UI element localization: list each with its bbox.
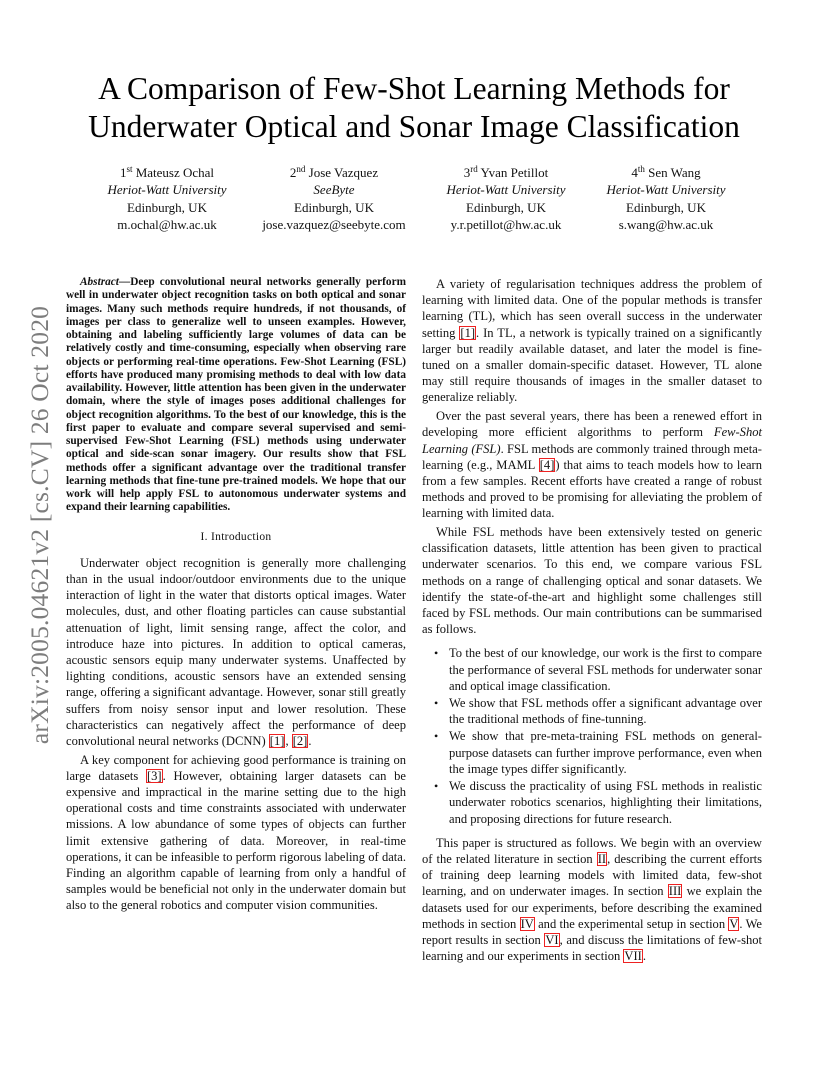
list-item: • We show that FSL methods offer a significant advantage over the traditional methods of fine-tunning. (449, 695, 762, 727)
body-paragraph-2: Over the past several years, there has been a renewed effort in developing more efficient algorithms to perform Few-Shot Learning (FSL). FSL methods are commonly trained through meta-learning (e.g., MAML [4]) that aims to teach models how to learn from a few samples. Recent efforts have created a range of robust methods and proved to be promising for alleviating the problem of learning with limited data. (422, 409, 762, 521)
body-paragraph-4: This paper is structured as follows. We begin with an overview of the related literature in section II, describing the current efforts of training deep learning models with limited data, few-shot learning, and on underwater images. In section III we explain the datasets used for our experiments, before describing the examined methods in section IV and the experimental setup in section V. We report results in section VI, and discuss the limitations of few-shot learning and our experiments in section VII. (422, 835, 763, 964)
author-block-2 (251, 164, 417, 233)
list-item: • We discuss the practicality of using FSL methods in realistic underwater robotics scenarios, highlighting their limitations, and proposing directions for future research. (449, 778, 762, 827)
contributions-list (422, 645, 762, 826)
citation-link[interactable]: [4] (539, 457, 555, 472)
citation-link[interactable]: [1] (269, 733, 285, 748)
body-paragraph-3: While FSL methods have been extensively tested on generic classification datasets, little attention has been given to practical underwater scenarios. To this end, we compare various FSL methods on a range of challenging optical and sonar datasets. We identify the state-of-the-art and highlight some challenges still faced by FSL methods. Our main contributions can be summarised as follows. (422, 525, 762, 637)
section-link-vii[interactable]: VII (624, 949, 642, 964)
author-name: 3rd Yvan Petillot (463, 164, 549, 180)
title-line-1: A Comparison of Few-Shot Learning Methods for (98, 71, 730, 106)
intro-paragraph-2: A key component for achieving good performance is training on large datasets [3]. However, obtaining larger datasets can be expensive and impractical in the marine setting due to the high operational costs and time constraints associated with underwater missions. A low abundance of some types of objects can further limit extensive gathering of data. Moreover, in real-time operations, it can be infeasible to perform rigorous labeling of data. Finding an algorithm capable of learning from only a handful of samples would be beneficial not only in the underwater domain but also to the general robotics and computer vision communities. (66, 752, 407, 913)
author-city: Edinburgh, UK (466, 199, 546, 215)
intro-paragraph-1: Underwater object recognition is generally more challenging than in the usual indoor/outdoor environments due to the unique interaction of light in the water that distorts optical images. Water molecules, dust, and other floating particles can cause substantial attenuation of light, limit sensing range, affect the color, and introduce haze into pictures. In addition to optical cameras, acoustic sensors equip many underwater systems. Unaffected by lighting conditions, acoustic sensors have an extended sensing range, offering a significant advantage. However, sonar still greatly suffers from noisy sensor input and lower resolution. These characteristics can negatively affect the performance of deep convolutional neural networks (DCNN) [1], [2]. (66, 555, 406, 748)
author-affiliation: Heriot-Watt University (446, 182, 566, 198)
author-affiliation: Heriot-Watt University (606, 182, 726, 198)
section-link-iv[interactable]: IV (520, 916, 534, 931)
author-name: 1st Mateusz Ochal (119, 164, 215, 180)
body-paragraph-1: A variety of regularisation techniques address the problem of learning with limited data. One of the popular methods is transfer learning (TL), which has seen overall success in the underwater setting [1]. In TL, a network is typically trained on a significantly larger but readily available dataset, and later the model is fine-tuned on a smaller domain-specific dataset. However, TL alone may still require thousands of images in the smaller dataset to generalize reliably. (422, 277, 762, 405)
citation-link[interactable]: [2] (292, 733, 308, 748)
author-city: Edinburgh, UK (127, 199, 207, 215)
author-name: 4th Sen Wang (631, 164, 701, 180)
author-block-3 (424, 164, 588, 233)
section-heading-introduction: I. Introduction (200, 530, 272, 543)
abstract-label: Abstract (80, 276, 119, 288)
author-block-1 (85, 164, 249, 233)
section-link-v[interactable]: V (729, 916, 739, 931)
title-line-2: Underwater Optical and Sonar Image Classification (88, 109, 740, 144)
citation-link[interactable]: [1] (460, 325, 476, 340)
paper-title (0, 70, 828, 146)
list-item: • We show that pre-meta-training FSL methods on general-purpose datasets can further improve performance, even when the image types differ significantly. (449, 728, 762, 777)
section-link-vi[interactable]: VI (545, 932, 559, 947)
list-item: • To the best of our knowledge, our work is the first to compare the performance of several FSL methods for underwater sonar and optical image classification. (449, 645, 762, 694)
author-block-4 (584, 164, 748, 233)
section-link-ii[interactable]: II (597, 851, 607, 866)
author-email: jose.vazquez@seebyte.com (262, 216, 406, 232)
author-email: y.r.petillot@hw.ac.uk (450, 216, 562, 232)
section-link-iii[interactable]: III (668, 884, 682, 899)
arxiv-identifier: arXiv:2005.04621v2 [cs.CV] 26 Oct 2020 (25, 305, 54, 745)
author-email: m.ochal@hw.ac.uk (117, 216, 217, 232)
right-column (422, 276, 762, 964)
author-affiliation: Heriot-Watt University (107, 182, 227, 198)
left-column (66, 276, 406, 914)
author-name: 2nd Jose Vazquez (289, 164, 379, 180)
author-city: Edinburgh, UK (294, 199, 374, 215)
author-email: s.wang@hw.ac.uk (618, 216, 714, 232)
author-affiliation: SeeByte (313, 182, 355, 198)
citation-link[interactable]: [3] (146, 768, 162, 783)
abstract: Abstract—Deep convolutional neural networks generally perform well in underwater object recognition tasks on both optical and sonar images. Many such methods require hundreds, if not thousands, of images per class to generalize well to unseen examples. However, obtaining and labeling sufficiently large volumes of data can be relatively costly and time-consuming, especially when observing rare objects or performing real-time operations. Few-Shot Learning (FSL) efforts have produced many promising methods to deal with low data availability. However, little attention has been given in the underwater domain, where the style of images poses additional challenges for object recognition algorithms. To the best of our knowledge, this is the first paper to evaluate and compare several supervised and semi-supervised Few-Shot Learning (FSL) methods using underwater optical and side-scan sonar imagery. Our results show that FSL methods offer a significant advantage over the traditional transfer learning methods that fine-tune pre-trained models. We hope that our work will help apply FSL to autonomous underwater systems and expand their learning capabilities. (66, 276, 406, 514)
author-city: Edinburgh, UK (626, 199, 706, 215)
